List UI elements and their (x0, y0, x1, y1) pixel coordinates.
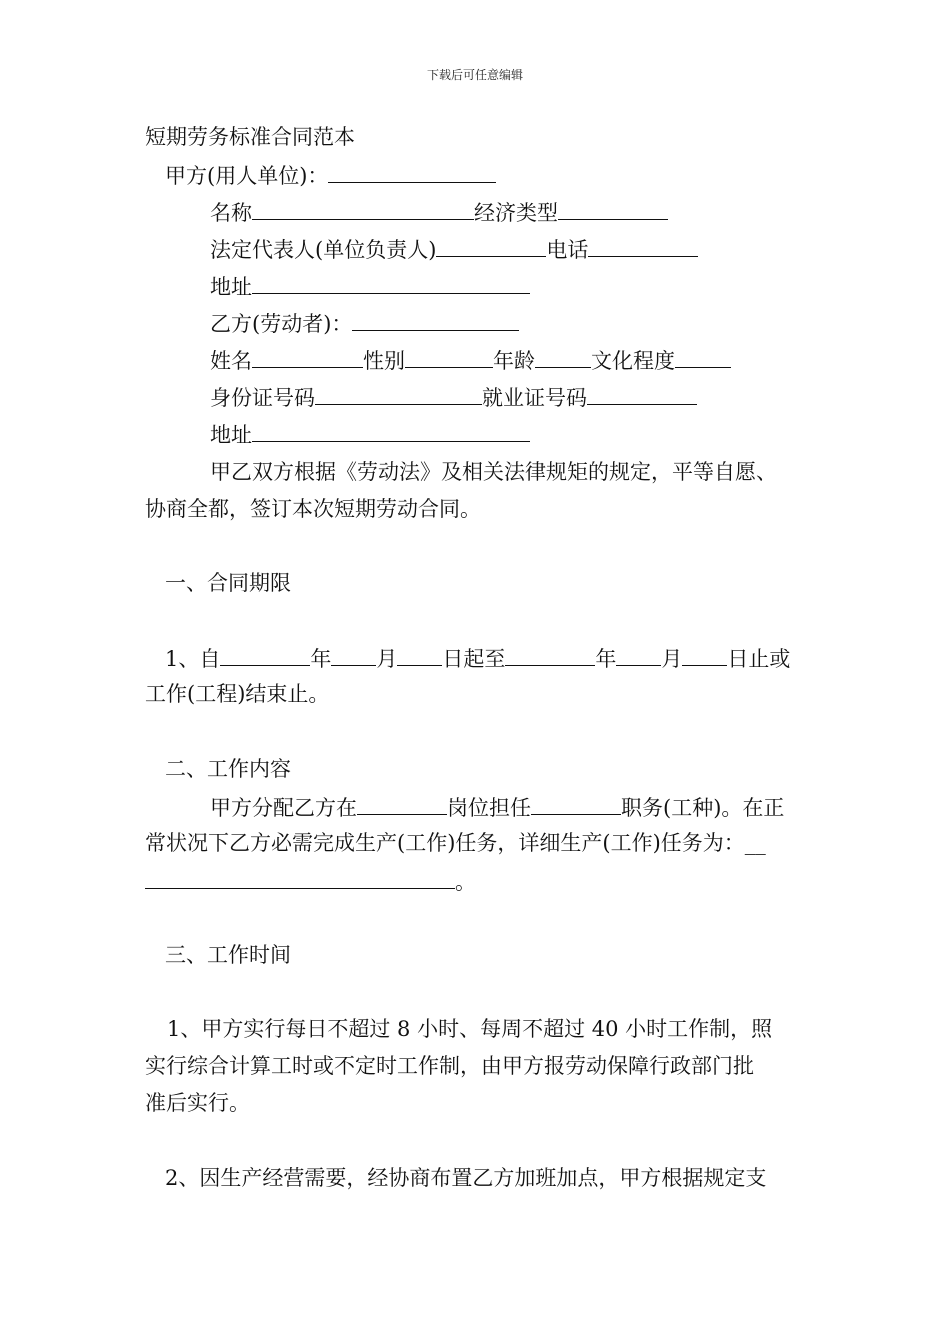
section2-line3 (145, 866, 476, 896)
post-blank (357, 792, 447, 815)
year-label: 年 (310, 647, 332, 671)
task-blank (145, 866, 455, 889)
econ-type-blank (558, 197, 668, 220)
b-name-blank (252, 345, 363, 368)
party-a-address-line (210, 271, 530, 301)
section1-p1-line1 (165, 643, 790, 673)
month-label-2: 月 (661, 647, 683, 671)
party-b-info-line (210, 345, 731, 375)
gender-label: 性别 (363, 349, 405, 373)
address-label: 地址 (210, 275, 252, 299)
section1-p1-line2: 工作(工程)结束止。 (145, 682, 330, 706)
party-a-line (165, 160, 496, 190)
s2-period: 。 (455, 870, 476, 894)
to-day-blank (682, 643, 727, 666)
age-label: 年龄 (493, 349, 535, 373)
day-from-label: 日起至 (442, 647, 506, 671)
year-label-2: 年 (595, 647, 617, 671)
day-to-label: 日止或 (727, 647, 791, 671)
phone-label: 电话 (546, 238, 589, 262)
address-blank (252, 271, 530, 294)
intro-line-1: 甲乙双方根据《劳动法》及相关法律规矩的规定，平等自愿、 (210, 460, 777, 484)
page-header: 下载后可任意编辑 (426, 68, 523, 82)
party-b-line (210, 308, 519, 338)
name-label: 名称 (210, 201, 252, 225)
b-address-blank (252, 419, 530, 442)
section3-heading: 三、工作时间 (165, 943, 291, 967)
document-title: 短期劳务标准合同范本 (145, 125, 355, 149)
intro-line-2: 协商全都，签订本次短期劳动合同。 (145, 497, 481, 521)
section2-line2: 常状况下乙方必需完成生产(工作)任务，详细生产(工作)任务为：__ (145, 831, 766, 855)
duty-blank (531, 792, 621, 815)
section2-heading: 二、工作内容 (165, 757, 291, 781)
edu-blank (675, 345, 731, 368)
s2-part-b: 岗位担任 (447, 796, 531, 820)
name-blank (252, 197, 474, 220)
p1-prefix: 1、自 (165, 647, 221, 671)
id-label: 身份证号码 (210, 386, 315, 410)
section3-p1-line2: 实行综合计算工时或不定时工作制，由甲方报劳动保障行政部门批 (145, 1054, 754, 1078)
employ-blank (587, 382, 697, 405)
section2-line1 (210, 792, 784, 822)
employ-label: 就业证号码 (482, 386, 587, 410)
gender-blank (405, 345, 493, 368)
party-a-rep-line (210, 234, 698, 264)
b-address-label: 地址 (210, 423, 252, 447)
econ-type-label: 经济类型 (474, 201, 558, 225)
from-year-blank (220, 643, 310, 666)
b-name-label: 姓名 (210, 349, 252, 373)
id-blank (315, 382, 482, 405)
s2-part-a: 甲方分配乙方在 (210, 796, 357, 820)
rep-blank (436, 234, 546, 257)
section3-p1-line1: 1、甲方实行每日不超过 8 小时、每周不超过 40 小时工作制，照 (167, 1017, 773, 1041)
party-a-label: 甲方(用人单位)： (165, 164, 329, 188)
section1-heading: 一、合同期限 (165, 571, 291, 595)
party-b-address-line (210, 419, 530, 449)
month-label: 月 (376, 647, 398, 671)
party-a-blank (328, 160, 496, 183)
to-month-blank (616, 643, 661, 666)
phone-blank (588, 234, 698, 257)
section3-p1-line3: 准后实行。 (145, 1091, 250, 1115)
from-day-blank (397, 643, 442, 666)
rep-label: 法定代表人(单位负责人) (210, 238, 437, 262)
to-year-blank (505, 643, 595, 666)
party-b-blank (352, 308, 519, 331)
party-b-id-line (210, 382, 697, 412)
edu-label: 文化程度 (591, 349, 675, 373)
s2-part-c: 职务(工种)。在正 (621, 796, 785, 820)
section3-p2-line1: 2、因生产经营需要，经协商布置乙方加班加点，甲方根据规定支 (165, 1166, 767, 1190)
from-month-blank (331, 643, 376, 666)
age-blank (535, 345, 591, 368)
party-b-label: 乙方(劳动者)： (210, 312, 353, 336)
party-a-name-line (210, 197, 668, 227)
